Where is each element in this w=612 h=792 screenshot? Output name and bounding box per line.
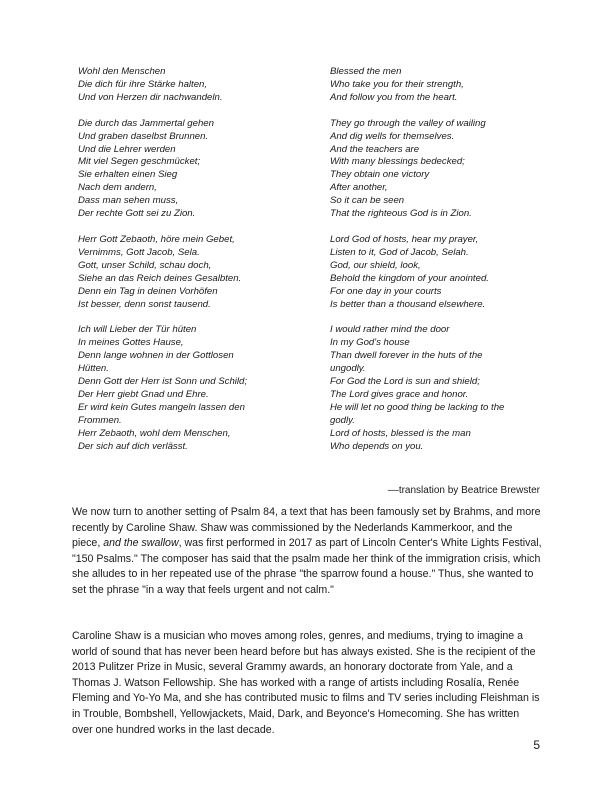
german-verse-line: Der Herr giebt Gnad und Ehre. [78,388,209,400]
german-verse-line: Ist besser, denn sonst tausend. [78,298,211,310]
english-verse-line: I would rather mind the door [330,324,450,336]
german-stanza [78,234,308,311]
english-verse-line: He will let no good thing be lacking to the [330,401,505,413]
german-verse-line: Ich will Lieber der Tür hüten [78,324,197,336]
english-verse-line: Behold the kingdom of your anointed. [330,272,489,284]
german-verse-line: Denn ein Tag in deinen Vorhöfen [78,285,218,297]
english-verse-line: That the righteous God is in Zion. [330,208,472,220]
english-stanza [330,324,545,453]
paragraph-composer-bio: Caroline Shaw is a musician who moves among roles, genres, and mediums, trying to imagine a world of sound that has never been heard before but has always existed. She is the recipient of the 2013 Pulitzer Prize in Music, several Grammy awards, an honorary doctorate from Yale, and a Thomas J. Watson Fellowship. She has worked with a range of artists including Rosalía, Renée Fleming and Yo-Yo Ma, and she has contributed music to films and TV series including Fleishman is in Trouble, Bombshell, Yellowjackets, Maid, Dark, and Beyonce's Homecoming. She has written over one hundred works in the last decade. [72,630,540,736]
english-verse-line: For one day in your courts [330,285,442,297]
german-verse-line: Gott, unser Schild, schau doch, [78,259,212,271]
german-verse-line: Der rechte Gott sei zu Zion. [78,208,196,220]
english-verse-line: For God the Lord is sun and shield; [330,376,480,388]
english-verse-line: They go through the valley of wailing [330,117,486,129]
german-verse-line: Und graben daselbst Brunnen. [78,130,209,142]
german-verse-line: Dass man sehen muss, [78,195,179,207]
english-verse-line: godly. [330,414,355,426]
german-verse-line: Und die Lehrer werden [78,143,176,155]
german-verse-line: Sie erhalten einen Sieg [78,169,178,181]
english-verse-line: God, our shield, look, [330,259,421,271]
paragraph1-text-after: , was first performed in 2017 as part of Lincoln Center's White Lights Festival, "150 Psalms." The composer has said that the psalm made her think of the immigration crisis, which she alludes to in her repeated use of the phrase "the sparrow found a house." Thus, she wanted to set the phrase "in a way that feels urgent and not calm." [72,537,542,596]
english-verse-line: And dig wells for themselves. [330,130,455,142]
paragraph1-text-before: We now turn to another setting of Psalm 84, a text that has been famously set by Brahms, and more recently by Caroline Shaw. Shaw was commissioned by the Nederlands Kammerkoor, and the piece, [72,506,541,550]
german-verse-line: Frommen. [78,414,122,426]
german-verse-line: Mit viel Segen geschmücket; [78,156,201,168]
german-stanza [78,66,308,105]
german-verse-line: Die dich für ihre Stärke halten, [78,78,208,90]
poem-english-column [330,66,545,466]
translation-credit: ––translation by Beatrice Brewster [387,485,540,496]
english-verse-line: In my God's house [330,337,410,349]
german-verse-line: Die durch das Jammertal gehen [78,117,214,129]
english-stanza [330,66,545,105]
german-verse-line: Denn lange wohnen in der Gottlosen [78,350,234,362]
poem-german-column [78,66,308,466]
english-verse-line: And follow you from the heart. [330,91,458,103]
english-verse-line: With many blessings bedecked; [330,156,465,168]
german-verse-line: Vernimms, Gott Jacob, Sela. [78,246,200,258]
german-stanza [78,324,308,453]
paragraph-psalm-setting [72,505,542,599]
english-verse-line: Who depends on you. [330,440,424,452]
english-stanza [330,118,545,221]
german-verse-line: Der sich auf dich verlässt. [78,440,188,452]
english-verse-line: They obtain one victory [330,169,430,181]
german-verse-line: Wohl den Menschen [78,66,166,77]
english-verse-line: Is better than a thousand elsewhere. [330,298,486,310]
page-number: 5 [533,738,540,752]
english-verse-line: Lord God of hosts, hear my prayer, [330,233,479,245]
german-verse-line: Er wird kein Gutes mangeln lassen den [78,401,245,413]
english-verse-line: The Lord gives grace and honor. [330,388,469,400]
german-verse-line: Und von Herzen dir nachwandeln. [78,91,223,103]
english-verse-line: After another, [330,182,388,194]
german-verse-line: Nach dem andern, [78,182,157,194]
work-title: and the swallow [103,537,179,550]
english-verse-line: Blessed the men [330,66,402,77]
german-verse-line: Denn Gott der Herr ist Sonn und Schild; [78,376,248,388]
english-verse-line: Who take you for their strength, [330,78,464,90]
german-verse-line: Hütten. [78,363,109,375]
german-verse-line: In meines Gottes Hause, [78,337,184,349]
english-verse-line: Than dwell forever in the huts of the [330,350,483,362]
english-verse-line: ungodly. [330,363,366,375]
german-verse-line: Herr Zebaoth, wohl dem Menschen, [78,427,231,439]
english-verse-line: So it can be seen [330,195,405,207]
english-verse-line: Lord of hosts, blessed is the man [330,427,471,439]
english-verse-line: Listen to it, God of Jacob, Selah. [330,246,469,258]
german-verse-line: Siehe an das Reich deines Gesalbten. [78,272,242,284]
german-verse-line: Herr Gott Zebaoth, höre mein Gebet, [78,233,235,245]
english-verse-line: And the teachers are [330,143,420,155]
german-stanza [78,118,308,221]
english-stanza [330,234,545,311]
